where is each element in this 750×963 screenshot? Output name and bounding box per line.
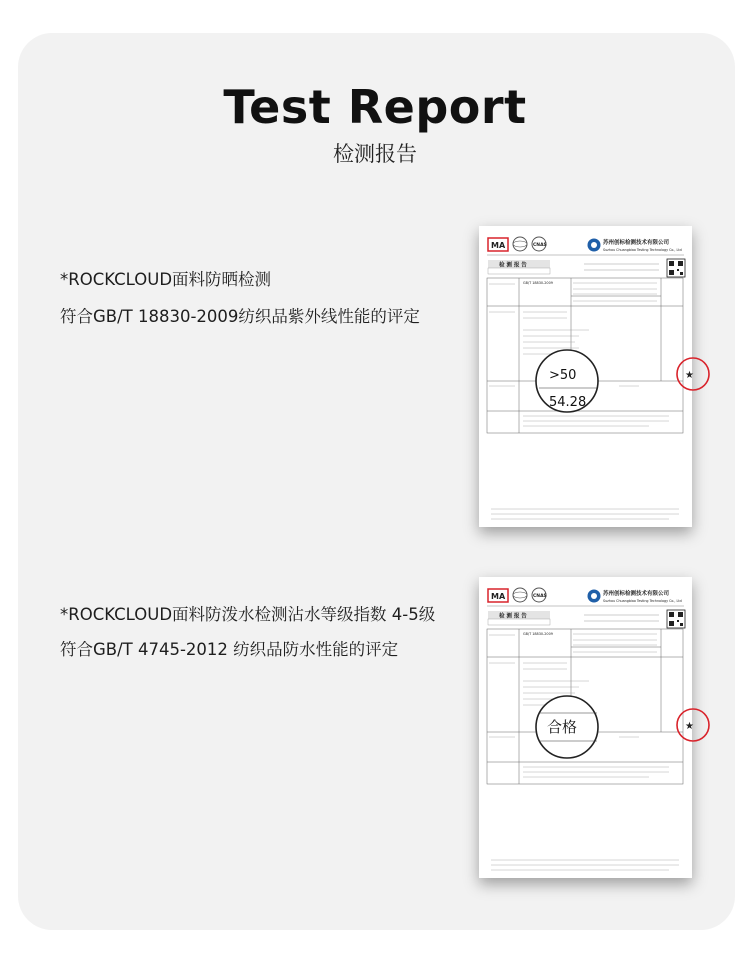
- ilac-mark-icon: [513, 588, 527, 602]
- cma-mark-icon: [488, 589, 508, 602]
- company-name-en: Suzhou Chuangbiao Testing Technology Co., Ltd: [603, 599, 682, 603]
- cnas-mark-icon: [532, 588, 547, 602]
- section-2-heading: *ROCKCLOUD面料防泼水检测沾水等级指数 4-5级: [60, 605, 436, 624]
- company-logo-icon: [588, 590, 601, 603]
- cnas-mark-icon: [532, 237, 547, 251]
- magnifier-callout: [536, 350, 598, 412]
- magnified-value-2: 54.28: [549, 395, 587, 410]
- standard-ref: GB/T 18830-2009: [523, 632, 553, 636]
- svg-text:★: ★: [685, 370, 694, 381]
- magnified-value-1: 合格: [547, 718, 578, 736]
- svg-text:MA: MA: [491, 592, 506, 601]
- company-name: 苏州创标检测技术有限公司: [603, 240, 670, 246]
- qr-code-icon: [667, 610, 685, 628]
- page-title: Test Report: [223, 80, 527, 134]
- company-name-en: Suzhou Chuangbiao Testing Technology Co., Ltd: [603, 248, 682, 252]
- ilac-mark-icon: [513, 237, 527, 251]
- svg-text:★: ★: [685, 721, 694, 732]
- company-name: 苏州创标检测技术有限公司: [603, 591, 670, 597]
- standard-ref: GB/T 18830-2009: [523, 281, 553, 285]
- svg-text:MA: MA: [491, 241, 506, 250]
- company-logo-icon: [588, 239, 601, 252]
- svg-text:CNAS: CNAS: [533, 594, 547, 599]
- section-2-standard: 符合GB/T 4745-2012 纺织品防水性能的评定: [60, 640, 399, 659]
- section-1-heading: *ROCKCLOUD面料防晒检测: [60, 270, 272, 289]
- magnified-value-1: >50: [549, 368, 577, 383]
- section-1-standard: 符合GB/T 18830-2009纺织品紫外线性能的评定: [60, 307, 420, 326]
- report-doc-title: 检 测 报 告: [499, 613, 527, 620]
- qr-code-icon: [667, 259, 685, 277]
- page-subtitle: 检测报告: [333, 142, 417, 166]
- test-report-image-1: [479, 226, 692, 527]
- cma-mark-icon: [488, 238, 508, 251]
- svg-text:CNAS: CNAS: [533, 243, 547, 248]
- test-report-image-2: [479, 577, 692, 878]
- report-doc-title: 检 测 报 告: [499, 262, 527, 269]
- magnifier-callout: [536, 696, 598, 758]
